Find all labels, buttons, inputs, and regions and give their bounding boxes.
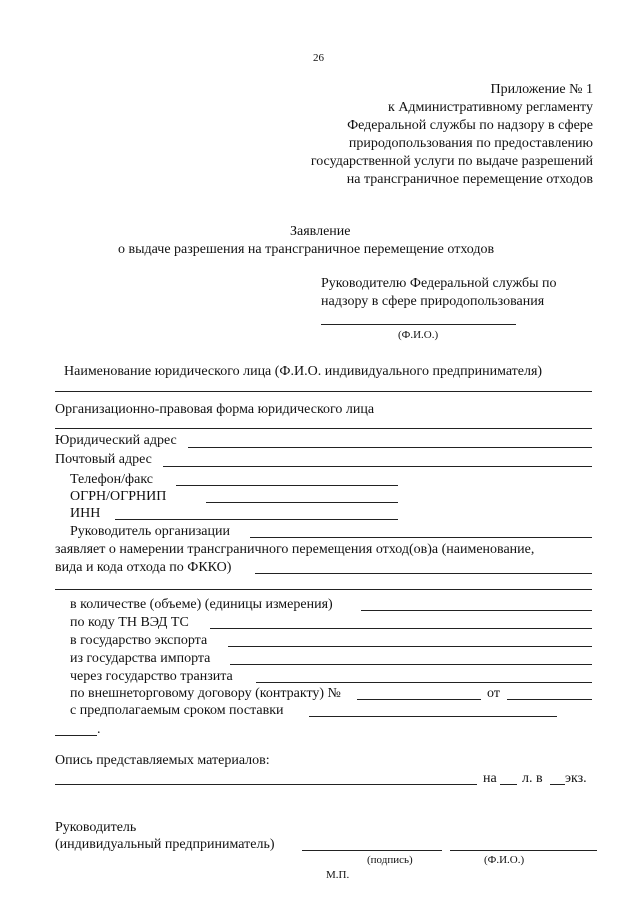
quantity-label: в количестве (объеме) (единицы измерения) <box>70 597 333 612</box>
signature-head-label: Руководитель <box>55 820 137 835</box>
appendix-line: государственной услуги по выдаче разрешений <box>310 154 593 169</box>
phone-fax-label: Телефон/факс <box>70 472 154 487</box>
waste-name-field-cont[interactable] <box>55 589 592 590</box>
import-state-field[interactable] <box>230 664 592 665</box>
contract-from-label: от <box>487 686 500 701</box>
tn-ved-label: по коду ТН ВЭД ТС <box>70 615 189 630</box>
waste-name-field[interactable] <box>255 573 592 574</box>
legal-address-label: Юридический адрес <box>55 433 177 448</box>
page-number: 26 <box>313 52 324 64</box>
postal-address-field[interactable] <box>163 466 592 467</box>
inventory-copies-label: экз. <box>565 771 587 786</box>
ogrn-field[interactable] <box>206 502 398 503</box>
document-subtitle: о выдаче разрешения на трансграничное перемещение отходов <box>118 242 495 257</box>
addressee-line: надзору в сфере природопользования <box>321 294 545 309</box>
head-field[interactable] <box>250 537 592 538</box>
entity-name-field[interactable] <box>55 391 592 392</box>
sheets-count-field[interactable] <box>500 784 517 785</box>
signature-fio-caption: (Ф.И.О.) <box>484 854 525 866</box>
contract-number-field[interactable] <box>357 699 481 700</box>
entity-name-label: Наименование юридического лица (Ф.И.О. индивидуального предпринимателя) <box>64 364 543 379</box>
addressee-line: Руководителю Федеральной службы по <box>321 276 557 291</box>
legal-form-field[interactable] <box>55 428 592 429</box>
inn-field[interactable] <box>115 519 398 520</box>
postal-address-label: Почтовый адрес <box>55 452 152 467</box>
appendix-line: на трансграничное перемещение отходов <box>346 172 593 187</box>
delivery-period: . <box>97 722 101 737</box>
copies-count-field[interactable] <box>550 784 565 785</box>
contract-date-field[interactable] <box>507 699 592 700</box>
appendix-title: Приложение № 1 <box>490 82 593 97</box>
inventory-field[interactable] <box>55 784 477 785</box>
delivery-label: с предполагаемым сроком поставки <box>70 703 284 718</box>
sign-caption: (подпись) <box>367 854 413 866</box>
declares-label: заявляет о намерении трансграничного перемещения отход(ов)а (наименование, <box>55 542 535 557</box>
appendix-line: Федеральной службы по надзору в сфере <box>347 118 593 133</box>
signature-fio-field[interactable] <box>450 850 597 851</box>
inventory-label: Опись представляемых материалов: <box>55 753 270 768</box>
quantity-field[interactable] <box>361 610 592 611</box>
delivery-field-cont[interactable] <box>55 735 97 736</box>
tn-ved-field[interactable] <box>210 628 592 629</box>
signature-field[interactable] <box>302 850 442 851</box>
delivery-field[interactable] <box>309 716 557 717</box>
legal-address-field[interactable] <box>188 447 592 448</box>
declares-label-cont: вида и кода отхода по ФККО) <box>55 560 232 575</box>
phone-fax-field[interactable] <box>176 485 398 486</box>
export-state-field[interactable] <box>228 646 592 647</box>
signature-entrepreneur-label: (индивидуальный предприниматель) <box>55 837 275 852</box>
import-state-label: из государства импорта <box>70 651 211 666</box>
stamp-place: М.П. <box>326 869 350 881</box>
contract-label: по внешнеторговому договору (контракту) № <box>70 686 341 701</box>
legal-form-label: Организационно-правовая форма юридического лица <box>55 402 375 417</box>
addressee-fio-field[interactable] <box>321 324 516 325</box>
inn-label: ИНН <box>70 506 101 521</box>
transit-state-label: через государство транзита <box>70 669 233 684</box>
addressee-fio-caption: (Ф.И.О.) <box>398 329 439 341</box>
inventory-na-label: на <box>483 771 497 786</box>
document-title: Заявление <box>290 224 351 239</box>
appendix-line: природопользования по предоставлению <box>348 136 593 151</box>
inventory-sheets-label: л. в <box>522 771 543 786</box>
head-label: Руководитель организации <box>70 524 230 539</box>
export-state-label: в государство экспорта <box>70 633 208 648</box>
ogrn-label: ОГРН/ОГРНИП <box>70 489 167 504</box>
appendix-line: к Административному регламенту <box>388 100 593 115</box>
transit-state-field[interactable] <box>256 682 592 683</box>
